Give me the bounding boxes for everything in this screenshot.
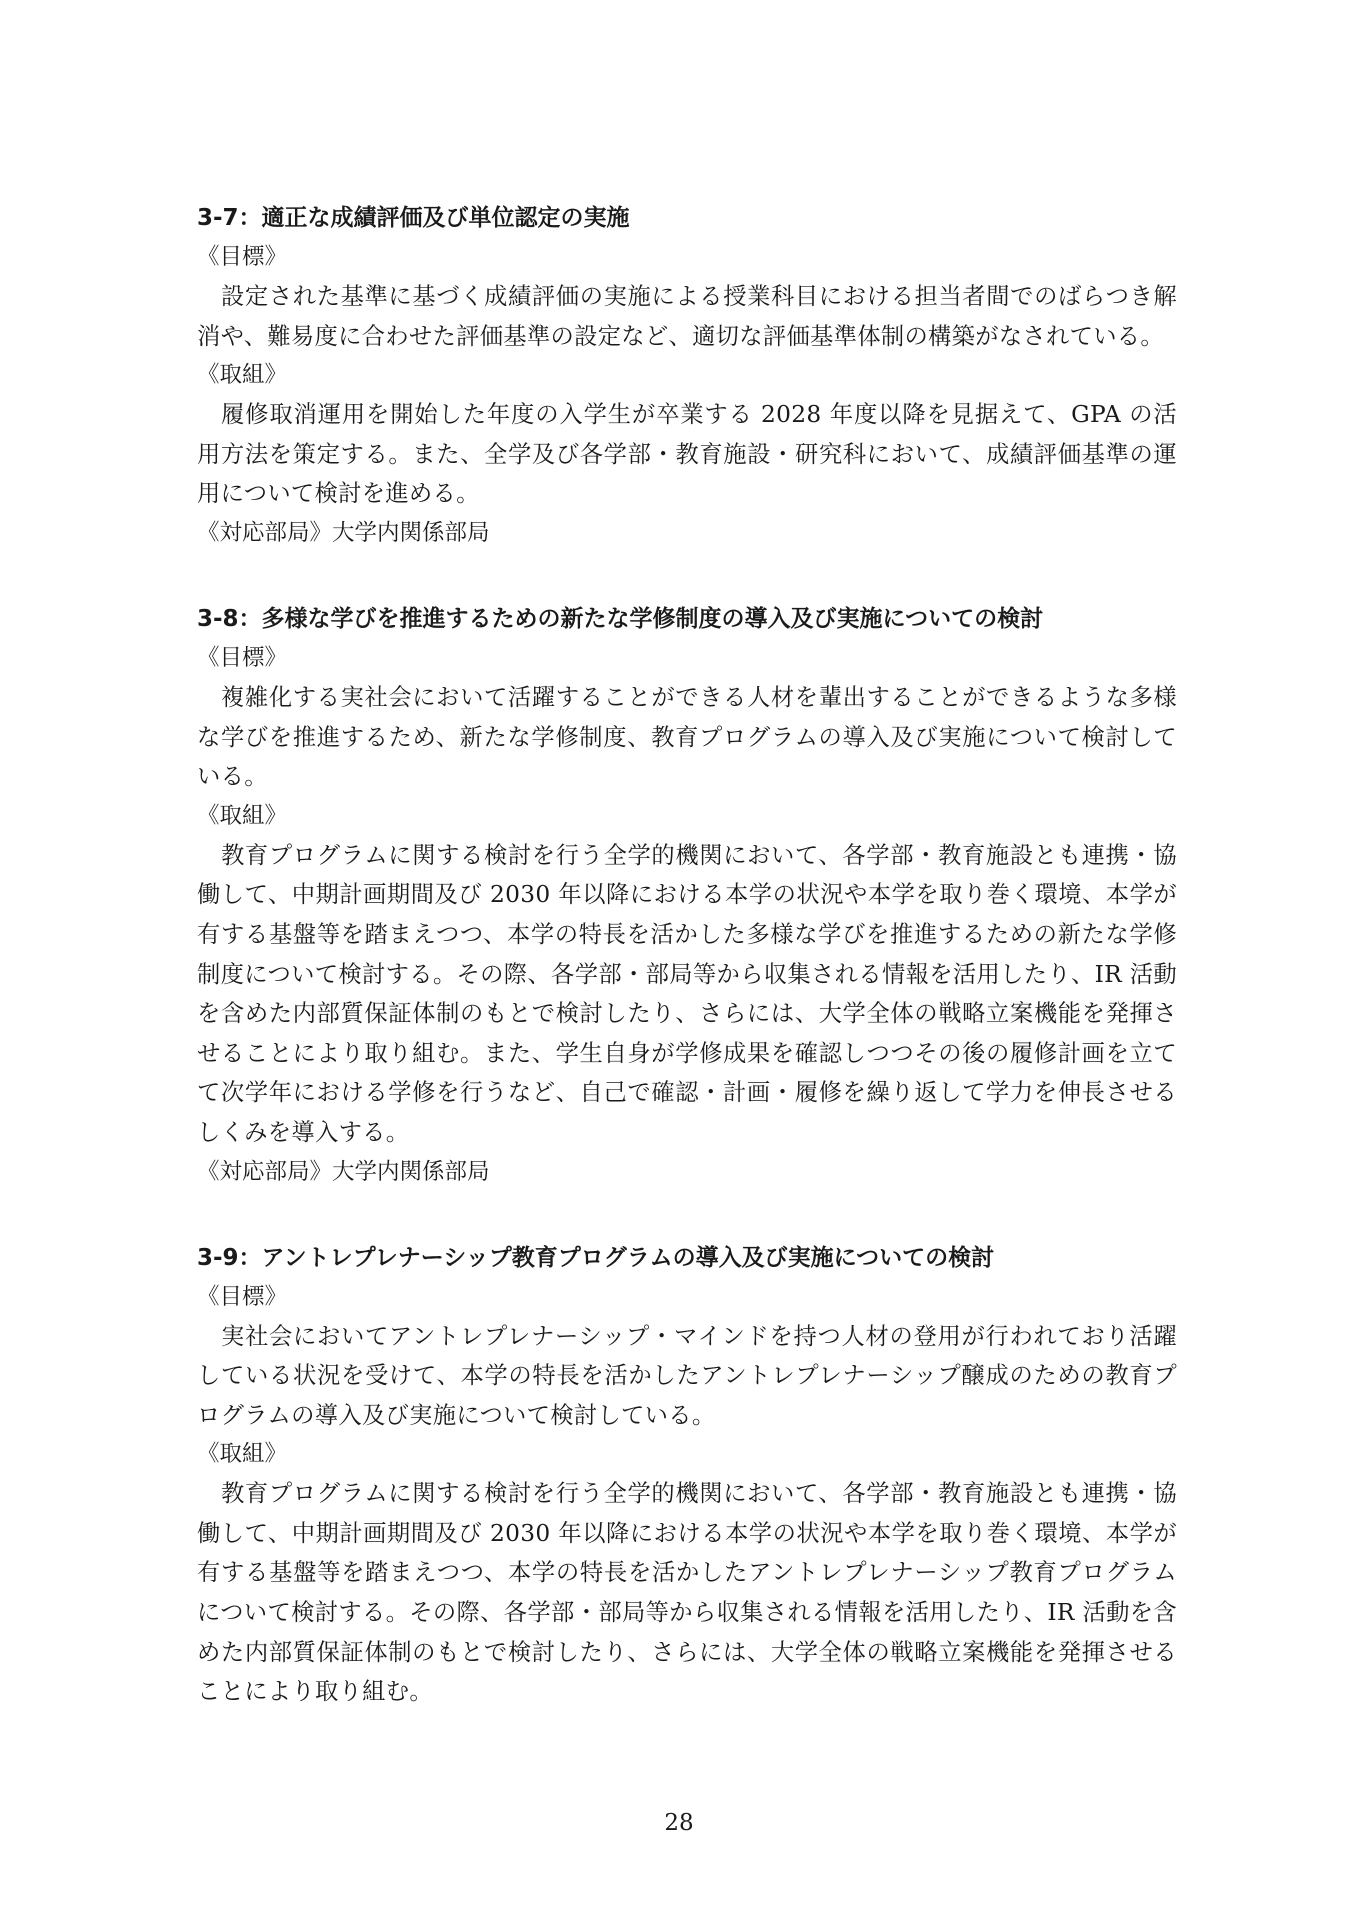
goal-text: 設定された基準に基づく成績評価の実施による授業科目における担当者間でのばらつき解消や、難易度に合わせた評価基準の設定など、適切な評価基準体制の構築がなされている。 (197, 283, 1177, 350)
goal-label: 《目標》 (197, 244, 288, 270)
section-heading: 3-9：アントレプレナーシップ教育プログラムの導入及び実施についての検討 (197, 1244, 995, 1271)
action-text: 教育プログラムに関する検討を行う全学的機関において、各学部・教育施設とも連携・協働して、中期計画期間及び 2030 年以降における本学の状況や本学を取り巻く環境、本学が有する基盤等を踏まえつつ、本学の特長を活かした多様な学びを推進するための新たな学修制度について検討する。その際、各学部・部局等から収集される情報を活用したり、IR 活動を含めた内部質保証体制のもとで検討したり、さらには、大学全体の戦略立案機能を発揮させることにより取り組む。また、学生自身が学修成果を確認しつつその後の履修計画を立てて次学年における学修を行うなど、自己で確認・計画・履修を繰り返して学力を伸長させるしくみを導入する。 (197, 841, 1177, 1146)
goal-text: 実社会においてアントレプレナーシップ・マインドを持つ人材の登用が行われており活躍している状況を受けて、本学の特長を活かしたアントレプレナーシップ醸成のための教育プログラムの導入及び実施について検討している。 (197, 1322, 1177, 1429)
page-number: 28 (664, 1810, 694, 1836)
section-heading: 3-7：適正な成績評価及び単位認定の実施 (197, 205, 630, 231)
goal-text: 複雑化する実社会において活躍することができる人材を輩出することができるような多様な学びを推進するため、新たな学修制度、教育プログラムの導入及び実施について検討している。 (197, 683, 1177, 791)
responsible-department: 《対応部局》大学内関係部局 (197, 1158, 490, 1185)
goal-label: 《目標》 (197, 644, 288, 671)
action-text: 教育プログラムに関する検討を行う全学的機関において、各学部・教育施設とも連携・協働して、中期計画期間及び 2030 年以降における本学の状況や本学を取り巻く環境、本学が有する基盤等を踏まえつつ、本学の特長を活かしたアントレプレナーシップ教育プログラムについて検討する。その際、各学部・部局等から収集される情報を活用したり、IR 活動を含めた内部質保証体制のもとで検討したり、さらには、大学全体の戦略立案機能を発揮させることにより取り組む。 (197, 1480, 1177, 1706)
document-page (197, 198, 1177, 1758)
responsible-department: 《対応部局》大学内関係部局 (197, 519, 490, 546)
section-3-9 (197, 1238, 1177, 1712)
section-3-8 (197, 599, 1177, 1192)
action-label: 《取組》 (197, 802, 288, 829)
action-label: 《取組》 (197, 362, 288, 389)
action-label: 《取組》 (197, 1441, 288, 1468)
action-text: 履修取消運用を開始した年度の入学生が卒業する 2028 年度以降を見据えて、GPA の活用方法を策定する。また、全学及び各学部・教育施設・研究科において、成績評価基準の運用について検討を進める。 (197, 401, 1177, 508)
goal-label: 《目標》 (197, 1283, 288, 1310)
section-heading: 3-8：多様な学びを推進するための新たな学修制度の導入及び実施についての検討 (197, 605, 1044, 632)
section-3-7 (197, 198, 1177, 553)
